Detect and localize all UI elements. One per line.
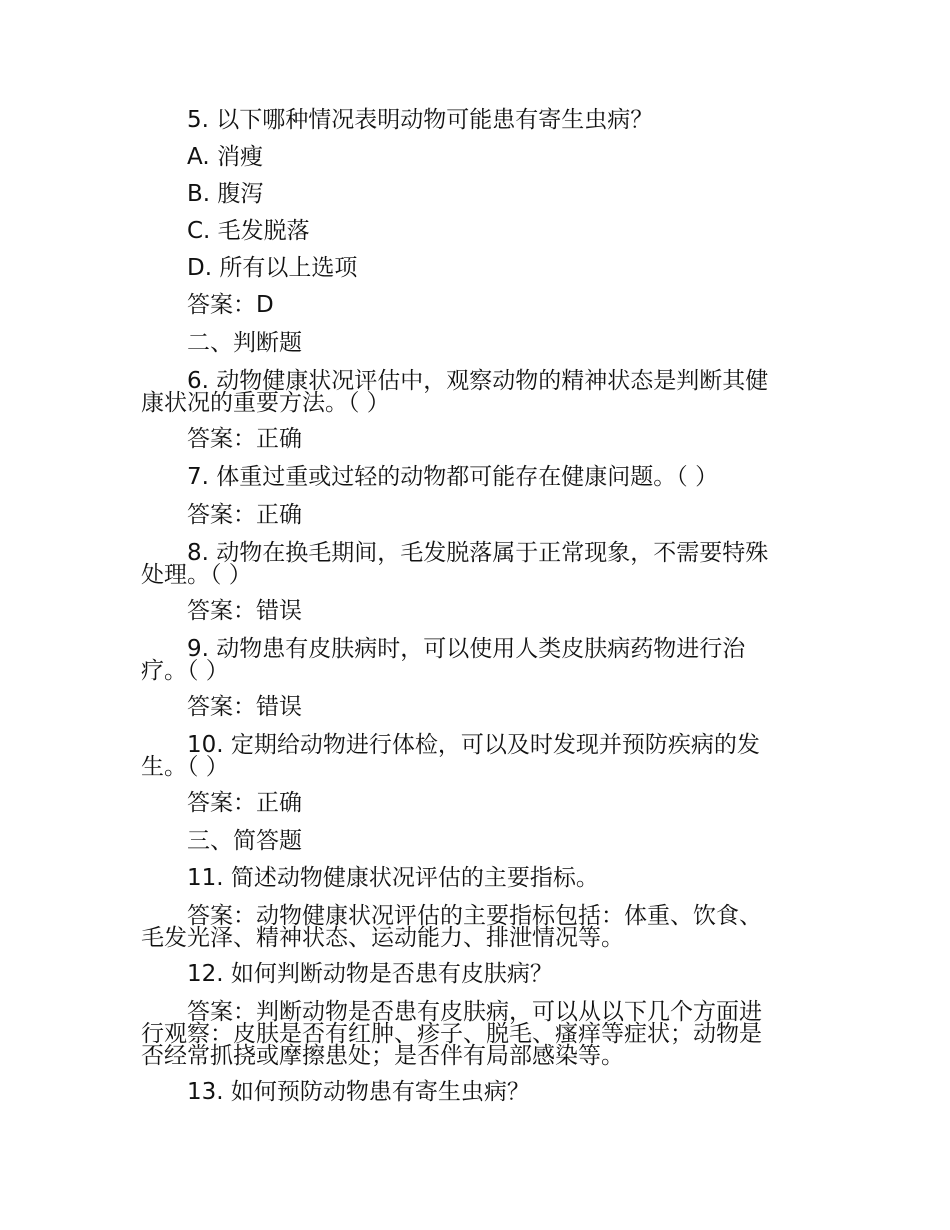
option-a: A. 消瘦 — [187, 144, 263, 170]
question-9-line2: 疗。（ ） — [141, 658, 229, 684]
answer-9: 答案：错误 — [187, 694, 302, 720]
question-6-line1: 6. 动物健康状况评估中，观察动物的精神状态是判断其健 — [187, 368, 769, 394]
answer-12-line2: 行观察：皮肤是否有红肿、疹子、脱毛、瘙痒等症状；动物是 — [141, 1021, 762, 1047]
question-12: 12. 如何判断动物是否患有皮肤病？ — [187, 961, 553, 987]
question-7: 7. 体重过重或过轻的动物都可能存在健康问题。（ ） — [187, 464, 719, 490]
answer-12-line1: 答案：判断动物是否患有皮肤病，可以从以下几个方面进 — [187, 999, 762, 1025]
answer-11-line2: 毛发光泽、精神状态、运动能力、排泄情况等。 — [141, 925, 624, 951]
question-13: 13. 如何预防动物患有寄生虫病？ — [187, 1079, 530, 1105]
answer-7: 答案：正确 — [187, 502, 302, 528]
question-9-line1: 9. 动物患有皮肤病时，可以使用人类皮肤病药物进行治 — [187, 636, 746, 662]
question-6-line2: 康状况的重要方法。（ ） — [141, 390, 390, 416]
option-b: B. 腹泻 — [187, 181, 264, 207]
section-heading-short-answer: 三、简答题 — [187, 828, 302, 854]
answer-5: 答案：D — [187, 292, 274, 318]
section-heading-judgment: 二、判断题 — [187, 330, 302, 356]
answer-6: 答案：正确 — [187, 426, 302, 452]
question-10-line2: 生。（ ） — [141, 754, 229, 780]
answer-10: 答案：正确 — [187, 790, 302, 816]
question-5: 5. 以下哪种情况表明动物可能患有寄生虫病？ — [187, 107, 654, 133]
answer-11-line1: 答案：动物健康状况评估的主要指标包括：体重、饮食、 — [187, 903, 762, 929]
question-8-line1: 8. 动物在换毛期间，毛发脱落属于正常现象，不需要特殊 — [187, 540, 769, 566]
question-10-line1: 10. 定期给动物进行体检，可以及时发现并预防疾病的发 — [187, 732, 760, 758]
option-c: C. 毛发脱落 — [187, 218, 310, 244]
question-8-line2: 处理。（ ） — [141, 562, 252, 588]
answer-8: 答案：错误 — [187, 598, 302, 624]
option-d: D. 所有以上选项 — [187, 255, 358, 281]
question-11: 11. 简述动物健康状况评估的主要指标。 — [187, 865, 599, 891]
answer-12-line3: 否经常抓挠或摩擦患处；是否伴有局部感染等。 — [141, 1043, 624, 1069]
